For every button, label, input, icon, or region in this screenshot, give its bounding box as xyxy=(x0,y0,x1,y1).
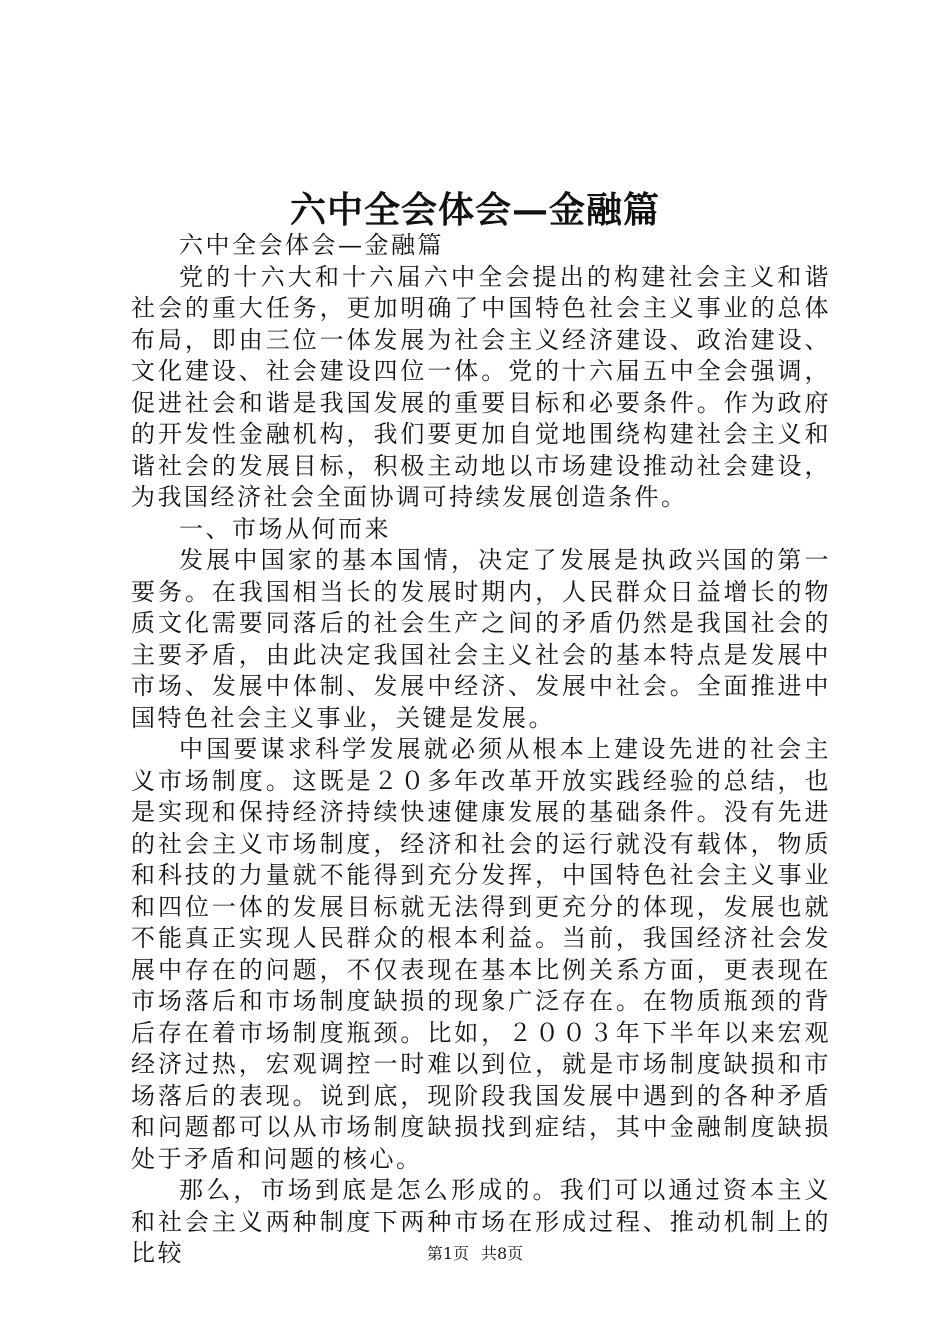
paragraph-subtitle: 六中全会体会—金融篇 xyxy=(179,231,444,259)
paragraph-market-formation: 那么，市场到底是怎么形成的。我们可以通过资本主义和社会主义两种制度下两种市场在形成过程、推动机制上的比较 xyxy=(131,1176,831,1267)
paragraph-intro: 党的十六大和十六届六中全会提出的构建社会主义和谐社会的重大任务，更加明确了中国特色社会主义事业的总体布局，即由三位一体发展为社会主义经济建设、政治建设、文化建设、社会建设四位一体。党的十六届五中全会强调，促进社会和谐是我国发展的重要目标和必要条件。作为政府的开发性金融机构，我们要更加自觉地围绕构建社会主义和谐社会的发展目标，积极主动地以市场建设推动社会建设，为我国经济社会全面协调可持续发展创造条件。 xyxy=(131,262,831,511)
page-footer xyxy=(0,1242,950,1266)
section-heading-1: 一、市场从何而来 xyxy=(179,514,391,543)
paragraph-development: 发展中国家的基本国情，决定了发展是执政兴国的第一要务。在我国相当长的发展时期内，人民群众日益增长的物质文化需要同落后的社会生产之间的矛盾仍然是我国社会的主要矛盾，由此决定我国社会主义社会的基本特点是发展中市场、发展中体制、发展中经济、发展中社会。全面推进中国特色社会主义事业，关键是发展。 xyxy=(131,546,831,732)
document-body xyxy=(131,230,831,1270)
document-title: 六中全会体会—金融篇 xyxy=(289,189,660,231)
page-total: 共8页 xyxy=(481,1244,524,1263)
page-number: 第1页 xyxy=(426,1244,469,1263)
paragraph-market-system: 中国要谋求科学发展就必须从根本上建设先进的社会主义市场制度。这既是２０多年改革开放实践经验的总结，也是实现和保持经济持续快速健康发展的基础条件。没有先进的社会主义市场制度，经济和社会的运行就没有载体，物质和科技的力量就不能得到充分发挥，中国特色社会主义事业和四位一体的发展目标就无法得到更充分的体现，发展也就不能真正实现人民群众的根本利益。当前，我国经济社会发展中存在的问题，不仅表现在基本比例关系方面，更表现在市场落后和市场制度缺损的现象广泛存在。在物质瓶颈的背后存在着市场制度瓶颈。比如，２００３年下半年以来宏观经济过热，宏观调控一时难以到位，就是市场制度缺损和市场落后的表现。说到底，现阶段我国发展中遇到的各种矛盾和问题都可以从市场制度缺损找到症结，其中金融制度缺损处于矛盾和问题的核心。 xyxy=(131,735,831,1173)
